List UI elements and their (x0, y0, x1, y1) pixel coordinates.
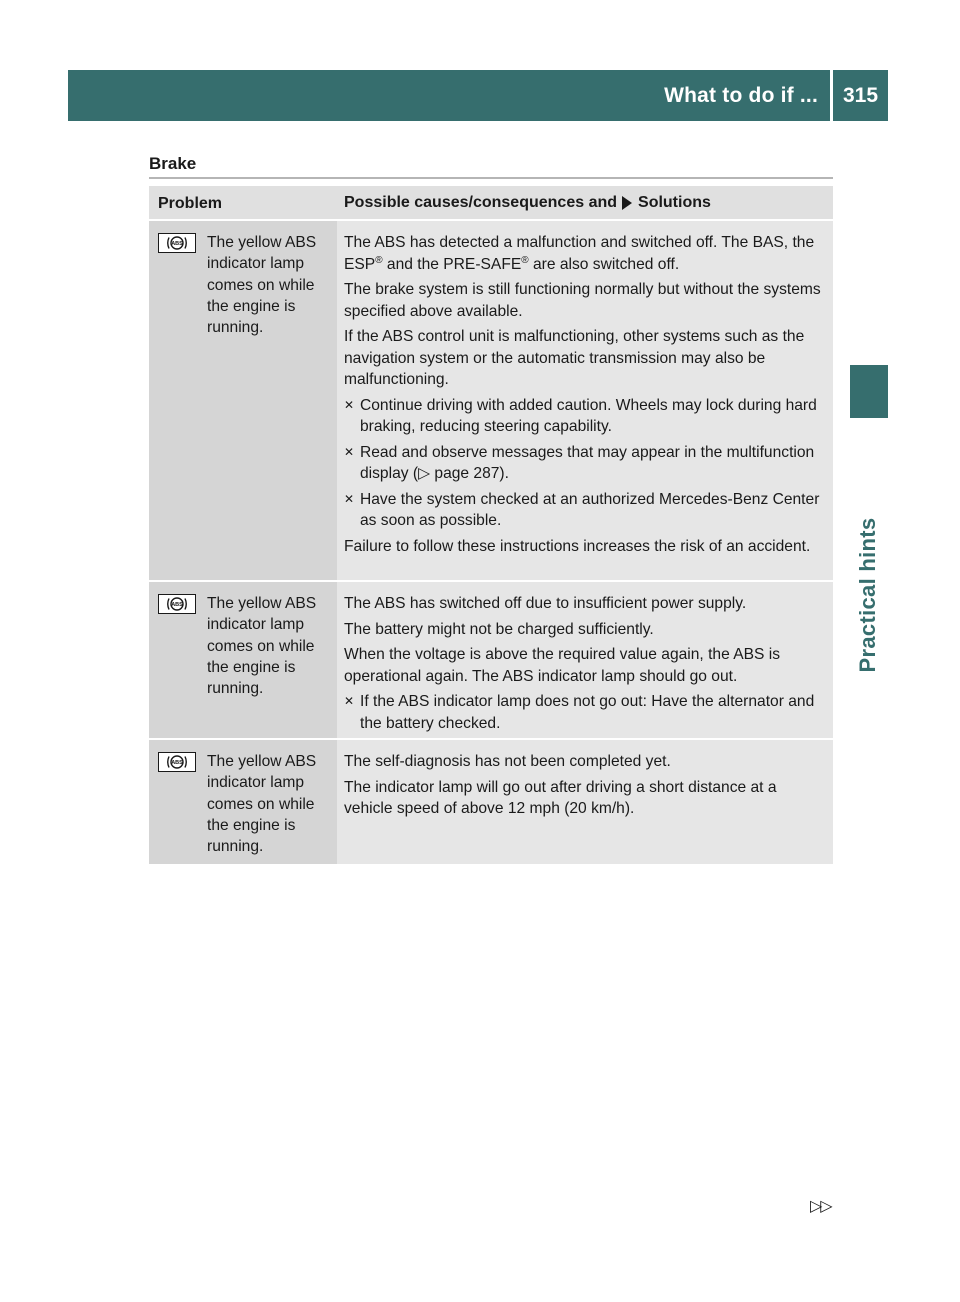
section-divider (149, 177, 833, 179)
column-header-causes (335, 186, 833, 219)
registered-mark: ® (521, 254, 529, 266)
step-arrow-icon: ✕ (344, 694, 355, 708)
problem-cell (149, 740, 337, 864)
solution-text: Have the system checked at an authorized Mercedes-Benz Center as soon as possible. (360, 490, 820, 529)
table-row (149, 740, 833, 864)
solution-text: Read and observe messages that may appear in the multifunction display (▷ page 287). (360, 443, 815, 482)
svg-text:ABS: ABS (171, 760, 183, 766)
column-header-causes-label: Possible causes/consequences and (344, 194, 618, 211)
table-header (149, 186, 833, 221)
causes-cell (337, 740, 833, 864)
causes-cell (337, 582, 833, 738)
page-title: What to do if ... (664, 84, 818, 107)
abs-warning-icon (158, 594, 196, 614)
cause-paragraph: The battery might not be charged sufficiently. (344, 620, 654, 638)
cause-paragraph: If the ABS control unit is malfunctioning, other systems such as the navigation system or the automatic transmission may also be malfunctioning. (344, 328, 805, 388)
brake-table (149, 186, 833, 864)
cause-paragraph (344, 232, 827, 275)
step-arrow-icon: ✕ (344, 397, 355, 412)
problem-text: The yellow ABS indicator lamp comes on while the engine is running. (207, 753, 317, 856)
cause-text: The ABS has detected a malfunction and switched off. The BAS, the ESP (344, 234, 815, 273)
column-header-problem: Problem (158, 195, 223, 212)
solution-step (344, 395, 827, 438)
side-chapter-text: Practical hints (855, 517, 880, 673)
table-row (149, 582, 833, 740)
problem-text: The yellow ABS indicator lamp comes on while the engine is running. (207, 595, 317, 698)
registered-mark: ® (375, 254, 383, 266)
solution-text: Continue driving with added caution. Wheels may lock during hard braking, reducing steering capability. (360, 396, 817, 435)
step-arrow-icon: ✕ (344, 444, 355, 459)
cause-paragraph: The self-diagnosis has not been completed yet. (344, 753, 671, 770)
abs-warning-icon (158, 233, 196, 253)
column-header-solutions-label: Solutions (638, 194, 711, 211)
solution-text: If the ABS indicator lamp does not go out: Have the alternator and the battery checked. (360, 693, 815, 732)
step-arrow-icon: ✕ (344, 491, 355, 506)
cause-paragraph: Failure to follow these instructions increases the risk of an accident. (344, 537, 811, 555)
cause-paragraph: The brake system is still functioning normally but without the systems specified above available. (344, 281, 821, 320)
solution-step (344, 489, 827, 532)
svg-text:ABS: ABS (171, 602, 183, 608)
cause-text: and the PRE-SAFE (382, 255, 522, 273)
cause-paragraph: The indicator lamp will go out after driving a short distance at a vehicle speed of above 12 mph (20 km/h). (344, 778, 777, 817)
svg-text:ABS: ABS (171, 241, 183, 247)
cause-text: are also switched off. (528, 255, 680, 273)
causes-cell (337, 221, 833, 580)
side-tab-marker (850, 365, 888, 418)
solution-step (344, 691, 827, 734)
continued-mark-icon: ▷▷ (810, 1198, 831, 1215)
problem-cell (149, 221, 337, 580)
solution-step (344, 442, 827, 485)
problem-text: The yellow ABS indicator lamp comes on while the engine is running. (207, 234, 317, 337)
cause-paragraph: When the voltage is above the required value again, the ABS is operational again. The ABS indicator lamp should go out. (344, 646, 781, 685)
abs-warning-icon (158, 752, 196, 772)
table-row (149, 221, 833, 582)
section-title: Brake (149, 154, 197, 173)
cause-paragraph: The ABS has switched off due to insufficient power supply. (344, 595, 747, 612)
solution-arrow-icon (622, 196, 632, 210)
problem-cell (149, 582, 337, 738)
page-number: 315 (842, 84, 879, 107)
